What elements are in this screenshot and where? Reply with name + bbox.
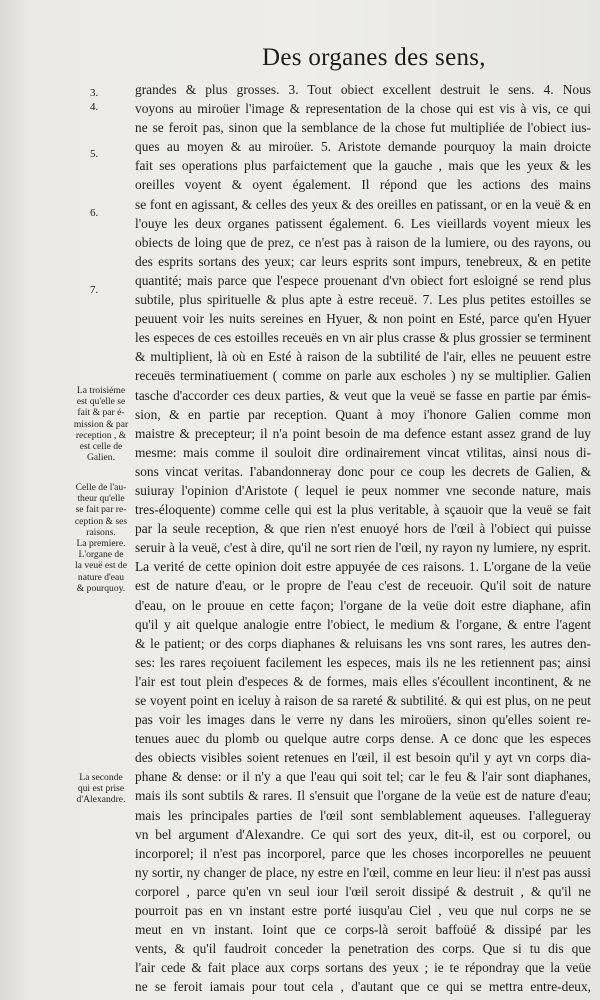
margin-number: 4. [90, 101, 99, 113]
text-line: se font en agissant, & celles des yeux & des oreilles en patissant, or en la veuë & en [135, 196, 591, 212]
gloss-line: ception & ses [74, 515, 128, 527]
text-line: quantité; mais parce que l'espece prouenant d'vn obiect fort esloigné se rend plus [135, 272, 591, 288]
text-line: ne se feroit iamais pour tout cela , d'autant que ce qui se mettra entre-deux, [135, 979, 591, 995]
text-line: corporel , parce qu'en vn seul iour l'œil seroit dissipé & destruit , & qu'il ne [135, 883, 591, 899]
text-line: l'air cede & fait place aux corps sortans des yeux ; ie te répondray que la veüe [135, 960, 591, 976]
gloss-line: se fait par re- [75, 504, 127, 516]
gloss-line: La premiere. [76, 538, 126, 550]
text-line: des obiects visibles soient retenues en l'œil, il est besoin qu'il y ayt vn corps dia- [135, 750, 591, 766]
text-line: obiects de loing que de prez, ce n'est pas à raison de la lumiere, ou des rayons, ou [135, 234, 591, 250]
text-line: suiuray l'opinion d'Aristote ( lequel ie peux nommer vne seconde nature, mais [135, 482, 591, 498]
text-line: mesme: mais comme il souloit dire ordinairement vincat vtilitas, ainsi nous di- [135, 444, 591, 460]
text-line: ses: les rares reçoiuent facilement les especes, mais ils ne les retiennent pas; ainsi [135, 654, 591, 670]
text-line: fait ses operations plus parfaictement que la gauche , mais que les yeux & les [135, 158, 591, 174]
text-line: est de nature d'eau, or le propre de l'eau c'est de receuoir. Qu'il soit de nature [135, 578, 591, 594]
gloss-line: est qu'elle se [76, 396, 126, 408]
gloss-line: theur qu'elle [77, 493, 125, 505]
text-line: qu'il y ait quelque analogie entre l'obiect, le medium & l'organe, & entre l'agent [135, 616, 591, 632]
text-line: grandes & plus grosses. 3. Tout obiect excellent destruit le sens. 4. Nous [135, 82, 591, 97]
gloss-line: & pourquoy. [76, 582, 126, 594]
gloss-line: fait & par é- [77, 407, 125, 419]
text-line: La verité de cette opinion doit estre appuyée de ces raisons. 1. L'organe de la veüe [135, 559, 591, 575]
gloss-line: L'organe de [78, 549, 124, 561]
gloss-line: reception , & [75, 429, 127, 441]
gloss-line: raisons. [86, 526, 116, 538]
text-line: l'ouye les deux organes patissent également. 6. Les vieillards voyent mieux les [135, 215, 591, 231]
gloss-line: qui est prise [77, 783, 125, 795]
text-line: d'eau, on le prouue en cette façon; l'organe de la veüe doit estre diaphane, afin [135, 597, 591, 613]
text-line: & multiplient, là où en Esté à raison de la subtilité de l'air, elles ne peuuent estre [135, 349, 591, 365]
gloss-line: nature d'eau [77, 571, 125, 583]
text-line: voyons au miroüer l'image & representation de la chose qui est vis à vis, ce qui [135, 101, 591, 117]
text-line: pourroit pas en vn instant estre porté iusqu'au Ciel , veu que nul corps ne se [135, 903, 591, 919]
text-line: pas voir les images dans le verre ny dans les miroüers, sinon qu'elles soient re- [135, 712, 591, 728]
text-line: sons vincat veritas. I'abandonneray donc pour ce coup les decrets de Galien, & [135, 463, 591, 479]
text-line: ques au moyen & au miroüer. 5. Aristote demande pourquoy la main droicte [135, 139, 591, 155]
gloss-line: Galien. [87, 452, 115, 464]
text-line: incorporel; il n'est pas incorporel, parce que les choses incorporelles ne peuuent [135, 845, 591, 861]
marginal-gloss [68, 772, 134, 806]
text-line: phane & dense: or il n'y a que l'eau qui soit tel; car le feu & l'air sont diaphanes, [135, 769, 591, 785]
text-line: tasche d'accorder ces deux parties, & veut que la veuë se fasse en partie par émis- [135, 387, 591, 403]
body-text [135, 80, 591, 997]
gloss-line: la veuë est de [75, 560, 127, 572]
text-line: l'air est tout plein d'especes & de formes, mais elles s'écoullent incontinent, & ne [135, 673, 591, 689]
gloss-line: d'Alexandre. [76, 794, 126, 806]
text-line: vn bel argument d'Alexandre. Ce qui sort des yeux, dit-il, est ou corporel, ou [135, 826, 591, 842]
text-line: oreilles voyent & oyent également. Il répond que les actions des mains [135, 177, 591, 193]
gloss-line: mission & par [73, 418, 129, 430]
text-line: vents, & qu'il faudroit conceder la penetration des corps. Que si tu dis que [135, 941, 591, 957]
text-line: tenues auec du plomb ou quelque autre corps dense. A ce donc que les especes [135, 731, 591, 747]
marginal-gloss [68, 385, 134, 463]
text-line: tres-éloquente) comme celle qui est la plus veritable, à sçauoir que la veuë se fait [135, 502, 591, 518]
text-line: ny sortir, ny changer de place, ny estre en l'œil, comme en leur lieu: il n'est pas aussi [135, 864, 591, 880]
text-line: & le patient; or des corps diaphanes & reluisans les vns sont rares, les autres den- [135, 635, 591, 651]
gloss-line: La troisiéme [76, 385, 126, 396]
margin-number: 7. [90, 284, 99, 296]
text-line: sion, & en partie par reception. Quant à moy i'honore Galien comme mon [135, 406, 591, 422]
text-line: des esprits sortans des yeux; car leurs esprits sont impurs, tenebreux, & en petite [135, 253, 591, 269]
text-line: mais ils sont subtils & rares. Il s'ensuit que l'organe de la veüe est de nature d'eau; [135, 788, 591, 804]
text-line: mais les principales parties de l'œil sont semblablement aqueuses. I'allegueray [135, 807, 591, 823]
margin-number: 5. [90, 148, 99, 160]
margin-number: 6. [90, 207, 99, 219]
running-head: Des organes des sens, [262, 44, 486, 71]
margin-number: 3. [90, 87, 99, 99]
text-line: ne se feroit pas, sinon que la semblance de la chose fut multipliée de l'obiect ius- [135, 120, 591, 136]
text-line: se voyent point en iceluy à raison de sa rareté & subtilité. & qui est plus, on ne peut [135, 693, 591, 708]
text-line: peuuent voir les nuits sereines en Hyuer, & non point en Esté, parce qu'en Hyuer [135, 311, 591, 327]
text-line: maistre & precepteur; il n'a point besoin de ma defence estant assez grand de luy [135, 425, 591, 441]
marginal-gloss [68, 482, 134, 594]
gloss-line: est celle de [79, 441, 123, 453]
text-line: receuës terminatiuement ( comme on parle aux escholes ) ny se multiplier. Galien [135, 368, 591, 384]
text-line: meut en vn instant. Ioint que ce corps-là seroit baffoüé & dissipé par les [135, 922, 591, 938]
text-line: seruir à la veuë, c'est à dire, qu'il ne sort rien de l'œil, ny rayon ny lumiere, ny esprit. [135, 540, 591, 556]
gloss-line: La seconde [79, 772, 123, 783]
text-line: les especes de ces estoilles receuës en vn air plus crasse & plus grossier se terminent [135, 330, 591, 346]
text-line: subtile, plus spirituelle & plus apte à estre receuë. 7. Les plus petites estoilles se [135, 292, 591, 308]
gloss-line: Celle de l'au- [75, 482, 127, 493]
text-line: par la seule reception, & que rien n'est enuoyé hors de l'œil à l'obiect qui puisse [135, 521, 591, 537]
